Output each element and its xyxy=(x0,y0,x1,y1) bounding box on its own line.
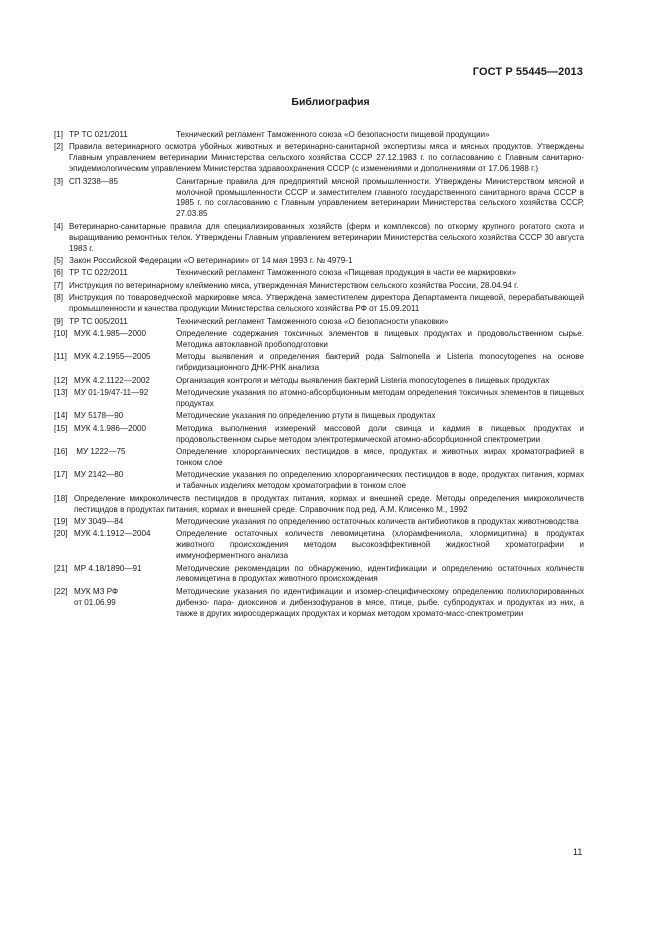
bibliography-entry xyxy=(54,376,584,387)
bibliography-entry xyxy=(54,317,584,328)
entry-number: [22] xyxy=(54,586,68,596)
bibliography-entry xyxy=(54,447,584,469)
entry-text: Методические рекомендации по обнаружению, идентификации и определению остаточных количеств левомицетина в продуктах животного происхождения xyxy=(176,563,584,584)
entry-number: [2] xyxy=(54,142,63,152)
entry-text: Методические указания по определению хлорорганических пестицидов в воде, продуктах питания, кормах и табачных изделиях методом хроматографии в тонком слое xyxy=(176,470,584,491)
entry-code: ТР ТС 021/2011 xyxy=(69,130,128,139)
bibliography-entry xyxy=(54,388,584,410)
entry-number: [17] xyxy=(54,470,68,480)
entry-code: МУ 01-19/47-11—92 xyxy=(74,387,149,397)
page-title: Библиография xyxy=(291,96,370,108)
entry-number: [3] xyxy=(54,176,63,186)
entry-number: [7] xyxy=(54,280,63,290)
entry-text: Определение остаточных количеств левомицетина (хлорамфеникола, хлормицитина) в продуктах животного происхождения методом высокоэффективной жидкостной хроматографии и иммуноферментного анализа xyxy=(176,529,584,561)
entry-code: ТР ТС 022/2011 xyxy=(69,268,128,278)
entry-number: [16] xyxy=(54,446,68,456)
entry-number: [6] xyxy=(54,268,63,278)
entry-code: МУ 1222—75 xyxy=(74,446,126,456)
entry-text: Правила ветеринарного осмотра убойных животных и ветеринарно-санитарной экспертизы мяса и мясных продуктов. Утверждены Главным управлением ветеринарии Министерства сельского хозяйства СССР 27.12.1983 г. по согласованию с Главным санитарно-эпидемиологическим управлением Министерства здравоохранения СССР (с изменениями и дополнениями от 17.06.1988 г.) xyxy=(69,142,584,174)
entry-number: [14] xyxy=(54,411,68,421)
bibliography-entry xyxy=(54,564,584,586)
entry-number: [4] xyxy=(54,221,63,231)
bibliography-entry xyxy=(54,293,584,315)
standard-number: ГОСТ Р 55445—2013 xyxy=(472,66,583,78)
bibliography-entry xyxy=(54,281,584,292)
bibliography-entry xyxy=(54,222,584,255)
entry-text: Методы выявления и определения бактерий рода Salmonella и Listeria monocytogenes на основе гибридизационного ДНК-РНК анализа xyxy=(176,352,584,373)
entry-code: ТР ТС 005/2011 xyxy=(69,316,128,326)
entry-code: МУК 4.1.986—2000 xyxy=(74,423,146,433)
entry-number: [15] xyxy=(54,423,68,433)
entry-text: Определение содержания токсичных элементов в пищевых продуктах и продовольственном сырье. Методика автоклавной пробоподготовки xyxy=(176,328,584,349)
bibliography-entry xyxy=(54,130,584,141)
bibliography-entry xyxy=(54,529,584,562)
entry-text: Методические указания по идентификации и изомер-специфическому определению полихлорированных дибензо- пара- диоксинов и дибензофуранов в мясе, птице, рыбе. субпродуктах и продуктах из них, а также в других жиросодержащих продуктах и кормах методом хромато-масс-спектрометрии xyxy=(176,586,584,618)
entry-text: Методика выполнения измерений массовой доли свинца и кадмия в пищевых продуктах и продовольственном сырье методом электротермической атомно-абсорбционной спектрометрии xyxy=(176,423,584,444)
entry-number: [5] xyxy=(54,255,63,265)
entry-text: Инструкция по товароведческой маркировке мяса. Утверждена заместителем директора Департамента пищевой, перерабатывающей промышленности и качества продукции Министерства сельского хозяйства РФ от 15.09.2011 xyxy=(69,293,584,314)
bibliography-entry xyxy=(54,470,584,492)
entry-text: Методические указания по определению ртути в пищевых продуктах xyxy=(176,411,436,421)
bibliography-entry xyxy=(54,268,584,279)
entry-number: [11] xyxy=(54,352,67,362)
entry-number: [9] xyxy=(54,316,63,326)
entry-text: Методические указания по определению остаточных количеств антибиотиков в продуктах животноводства xyxy=(176,516,579,526)
bibliography-entry xyxy=(54,352,584,374)
entry-number: [8] xyxy=(54,293,63,303)
bibliography-entry xyxy=(54,424,584,446)
entry-text: Технический регламент Таможенного союза «Пищевая продукция в части ее маркировки» xyxy=(176,268,517,278)
entry-number: [20] xyxy=(54,529,68,539)
entry-text: Определение микроколичеств пестицидов в продуктах питания, кормах и внешней среде. Методы определения микроколичеств пестицидов в продуктах питания, кормах и внешней среде. Справочник под ред. А.М. Клисенко М., 1992 xyxy=(74,493,584,514)
entry-text: Санитарные правила для предприятий мясной промышленности. Утверждены Министерством мясной и молочной промышленности СССР и заместителем главного государственного санитарного врача СССР в 1985 г. по согласованию с Главным управлением ветеринарии Министерства сельского хозяйства СССР, 27.03.85 xyxy=(176,176,584,219)
entry-text: Определение хлорорганических пестицидов в мясе, продуктах и животных жирах хроматографией в тонком слое xyxy=(176,446,584,467)
entry-text: Закон Российской Федерации «О ветеринарии» от 14 мая 1993 г. № 4979-1 xyxy=(69,255,353,265)
entry-code: МУ 3049—84 xyxy=(74,516,124,526)
bibliography-entry xyxy=(54,517,584,528)
bibliography-entry xyxy=(54,587,584,620)
entry-code: МУК МЗ РФ от 01.06.99 xyxy=(74,586,119,607)
bibliography-entry xyxy=(54,494,584,516)
entry-text: Методические указания по атомно-абсорбционным методам определения токсичных элементов в пищевых продуктах xyxy=(176,387,584,408)
entry-text: Ветеринарно-санитарные правила для специализированных хозяйств (ферм и комплексов) по откорму крупного рогатого скота и выращиванию ремонтных телок. Утверждены Главным управлением ветеринарии Министерства сельского хозяйства СССР 30 августа 1983 г. xyxy=(69,221,584,253)
entry-text: Инструкция по ветеринарному клеймению мяса, утвержденная Министерством сельского хозяйства России, 28.04.94 г. xyxy=(69,280,519,290)
bibliography-list xyxy=(54,130,584,621)
entry-code: МУК 4.1.985—2000 xyxy=(74,328,146,338)
entry-code: МУ 2142—80 xyxy=(74,470,124,480)
bibliography-entry xyxy=(54,329,584,351)
entry-text: Технический регламент Таможенного союза «О безопасности пищевой продукции» xyxy=(176,130,490,139)
page-number: 11 xyxy=(573,847,583,857)
entry-text: Технический регламент Таможенного союза «О безопасности упаковки» xyxy=(176,316,449,326)
entry-code: МР 4.18/1890—91 xyxy=(74,563,142,573)
entry-number: [1] xyxy=(54,130,63,139)
entry-number: [18] xyxy=(54,493,68,503)
entry-code: СП 3238—85 xyxy=(69,176,119,186)
entry-number: [21] xyxy=(54,563,68,573)
bibliography-entry xyxy=(54,256,584,267)
bibliography-entry xyxy=(54,142,584,175)
entry-number: [12] xyxy=(54,375,68,385)
entry-number: [10] xyxy=(54,328,68,338)
entry-code: МУК 4.2.1122—2002 xyxy=(74,375,150,385)
entry-code: МУК 4.2.1955—2005 xyxy=(74,352,151,362)
entry-code: МУ 5178—90 xyxy=(74,411,124,421)
bibliography-entry xyxy=(54,177,584,221)
bibliography-entry xyxy=(54,411,584,422)
entry-number: [13] xyxy=(54,387,68,397)
entry-code: МУК 4.1.1912—2004 xyxy=(74,529,151,539)
entry-text: Организация контроля и методы выявления бактерий Listeria monocytogenes в пищевых продуктах xyxy=(176,375,550,385)
entry-number: [19] xyxy=(54,516,68,526)
